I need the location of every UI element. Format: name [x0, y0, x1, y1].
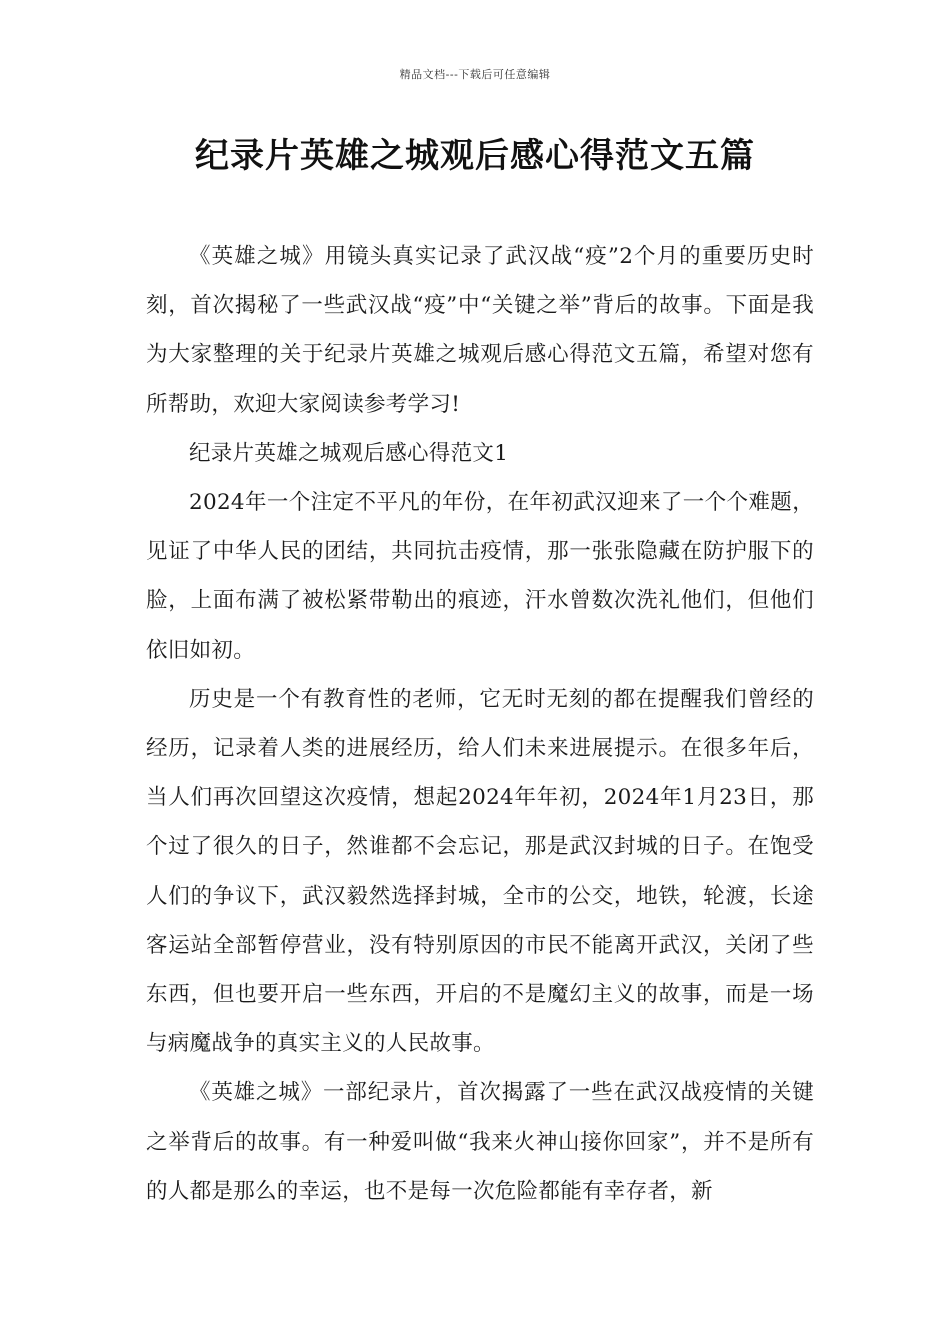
paragraph-3: 《英雄之城》一部纪录片，首次揭露了一些在武汉战疫情的关键之举背后的故事。有一种爱叫做“我来火神山接你回家”，并不是所有的人都是那么的幸运，也不是每一次危险都能有幸存者，新 [146, 1080, 814, 1204]
header-note: 精品文档---下载后可任意编辑 [399, 68, 551, 81]
document-body [146, 232, 814, 1216]
paragraph-intro: 《英雄之城》用镜头真实记录了武汉战“疫”2个月的重要历史时刻，首次揭秘了一些武汉战“疫”中“关键之举”背后的故事。下面是我为大家整理的关于纪录片英雄之城观后感心得范文五篇，希望对您有所帮助，欢迎大家阅读参考学习! [146, 244, 814, 417]
paragraph-2: 历史是一个有教育性的老师，它无时无刻的都在提醒我们曾经的经历，记录着人类的进展经历，给人们未来进展提示。在很多年后，当人们再次回望这次疫情，想起2024年年初，2024年1月23日，那个过了很久的日子，然谁都不会忘记，那是武汉封城的日子。在饱受人们的争议下，武汉毅然选择封城，全市的公交，地铁，轮渡，长途客运站全部暂停营业，没有特别原因的市民不能离开武汉，关闭了些东西，但也要开启一些东西，开启的不是魔幻主义的故事，而是一场与病魔战争的真实主义的人民故事。 [146, 686, 814, 1057]
document-title: 纪录片英雄之城观后感心得范文五篇 [195, 136, 755, 176]
section-heading: 纪录片英雄之城观后感心得范文1 [189, 440, 509, 466]
paragraph-1: 2024年一个注定不平凡的年份，在年初武汉迎来了一个个难题，见证了中华人民的团结，共同抗击疫情，那一张张隐藏在防护服下的脸，上面布满了被松紧带勒出的痕迹，汗水曾数次洗礼他们，但他们依旧如初。 [146, 490, 814, 663]
